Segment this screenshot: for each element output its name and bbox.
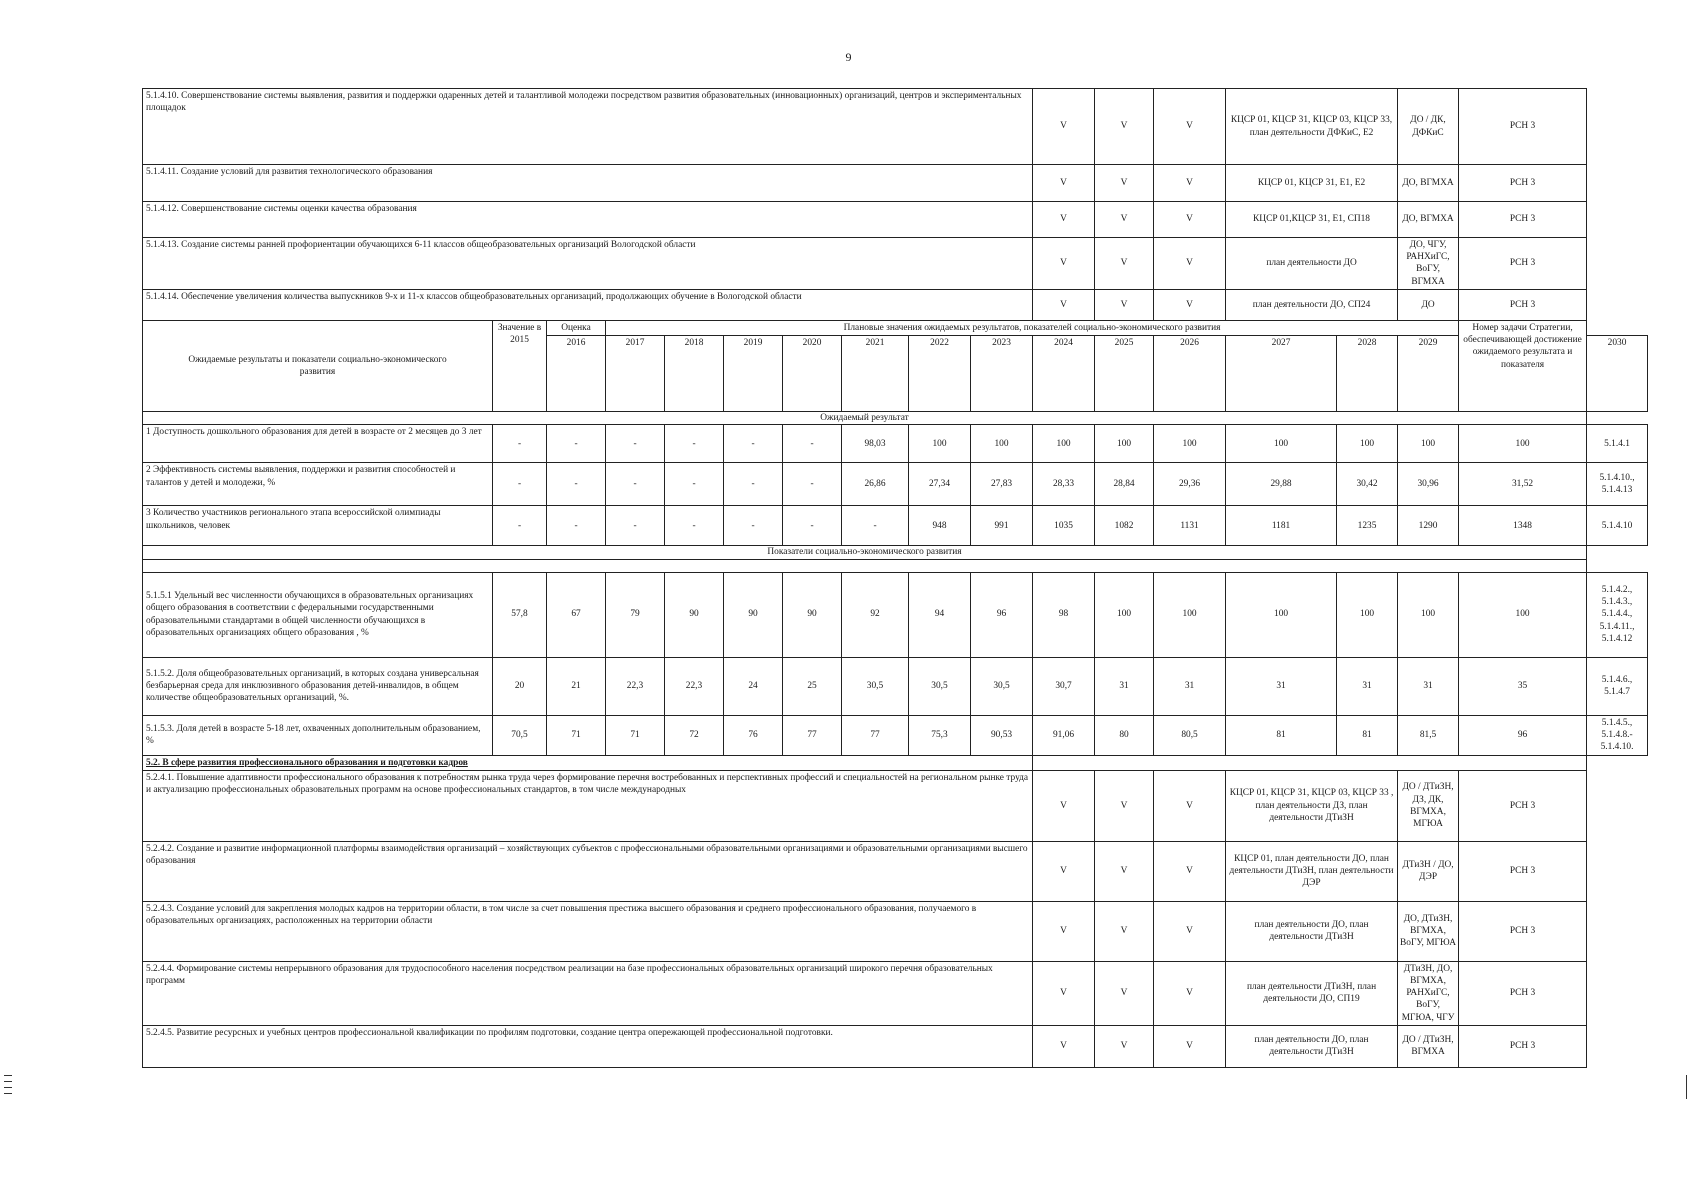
indicator-value: 25 (783, 657, 842, 715)
result-value: 100 (1398, 425, 1459, 463)
indicator-value: 91,06 (1033, 715, 1095, 755)
task-ref: 5.1.4.5., 5.1.4.8.- 5.1.4.10. (1587, 715, 1648, 755)
indicator-value: 31 (1154, 657, 1226, 715)
indicator-value: 90 (724, 572, 783, 657)
result-value: 1290 (1398, 506, 1459, 546)
mark-v: V (1033, 238, 1095, 290)
funding-cell: КЦСР 01, план деятельности ДО, план деятельности ДТиЗН, план деятельности ДЭР (1226, 841, 1398, 901)
indicator-value: 30,5 (909, 657, 971, 715)
rsn-cell: РСН 3 (1459, 202, 1587, 238)
mark-v: V (1033, 1025, 1095, 1067)
mark-v: V (1033, 89, 1095, 165)
executor-cell: ДТиЗН, ДО, ВГМХА, РАНХиГС, ВоГУ, МГЮА, ЧГУ (1398, 961, 1459, 1025)
indicator-value: 100 (1337, 572, 1398, 657)
indicator-row (143, 572, 1648, 657)
year-header: 2029 (1398, 336, 1459, 412)
rsn-cell: РСН 3 (1459, 770, 1587, 841)
executor-cell: ДТиЗН / ДО, ДЭР (1398, 841, 1459, 901)
margin-mark (1686, 1075, 1687, 1099)
indicator-value: 98 (1033, 572, 1095, 657)
task-ref: 5.1.4.10., 5.1.4.13 (1587, 463, 1648, 506)
mark-v: V (1095, 1025, 1154, 1067)
task-ref: 5.1.4.10 (1587, 506, 1648, 546)
result-value: - (783, 463, 842, 506)
indicator-value: 30,7 (1033, 657, 1095, 715)
result-row (143, 506, 1648, 546)
indicator-value: 22,3 (606, 657, 665, 715)
result-value: 1348 (1459, 506, 1587, 546)
result-value: - (665, 506, 724, 546)
result-value: 27,83 (971, 463, 1033, 506)
result-row (143, 425, 1648, 463)
rsn-cell: РСН 3 (1459, 289, 1587, 320)
result-value: 29,88 (1226, 463, 1337, 506)
indicator-value: 100 (1154, 572, 1226, 657)
measure-row (143, 289, 1648, 320)
funding-cell: КЦСР 01, КЦСР 31, КЦСР 03, КЦСР 33, план деятельности ДФКиС, Е2 (1226, 89, 1398, 165)
mark-v: V (1033, 841, 1095, 901)
indicator-value: 71 (547, 715, 606, 755)
mark-v: V (1154, 841, 1226, 901)
measure-text: 5.1.4.14. Обеспечение увеличения количества выпускников 9-х и 11-х классов общеобразовательных организаций, продолжающих обучение в Вологодской области (143, 289, 1033, 320)
year-header: 2030 (1587, 336, 1648, 412)
indicator-value: 72 (665, 715, 724, 755)
mark-v: V (1033, 770, 1095, 841)
year-header: 2019 (724, 336, 783, 412)
measure-text: 5.2.4.1. Повышение адаптивности профессионального образования к потребностям рынка труда через формирование перечня востребованных и перспективных профессий и специальностей на региональном рынке труда и актуализацию профессиональных образовательных программ на основе профессиональных стандартов, в том числе международных (143, 770, 1033, 841)
indicator-value: 31 (1337, 657, 1398, 715)
result-value: 100 (909, 425, 971, 463)
mark-v: V (1154, 89, 1226, 165)
mark-v: V (1033, 961, 1095, 1025)
section-52-empty (1033, 755, 1587, 770)
indicator-value: 22,3 (665, 657, 724, 715)
result-value: 28,33 (1033, 463, 1095, 506)
result-value: - (606, 425, 665, 463)
result-value: - (547, 506, 606, 546)
result-value: - (724, 425, 783, 463)
year-header: 2022 (909, 336, 971, 412)
mark-v: V (1154, 770, 1226, 841)
indicator-value: 80,5 (1154, 715, 1226, 755)
indicator-value: 81 (1337, 715, 1398, 755)
indicator-value: 31 (1226, 657, 1337, 715)
spacer-row (143, 559, 1648, 572)
executor-cell: ДО / ДТиЗН, ДЗ, ДК, ВГМХА, МГЮА (1398, 770, 1459, 841)
indicator-value: 31 (1095, 657, 1154, 715)
year-header: 2026 (1154, 336, 1226, 412)
result-value: 98,03 (842, 425, 909, 463)
result-value: 100 (971, 425, 1033, 463)
section-indicators: Показатели социально-экономического развития (143, 546, 1587, 559)
funding-cell: план деятельности ДТиЗН, план деятельности ДО, СП19 (1226, 961, 1398, 1025)
indicator-value: 80 (1095, 715, 1154, 755)
indicator-value: 71 (606, 715, 665, 755)
indicator-value: 21 (547, 657, 606, 715)
strategy-table (142, 88, 1648, 1068)
mark-v: V (1154, 202, 1226, 238)
year-header: 2027 (1226, 336, 1337, 412)
section-52-title: 5.2. В сфере развития профессионального образования и подготовки кадров (143, 755, 1033, 770)
result-value: - (783, 506, 842, 546)
mark-v: V (1095, 238, 1154, 290)
result-value: - (606, 506, 665, 546)
indicator-value: 90,53 (971, 715, 1033, 755)
indicator-value: 100 (1398, 572, 1459, 657)
result-value: - (606, 463, 665, 506)
measure-row (143, 89, 1648, 165)
indicator-value: 100 (1226, 572, 1337, 657)
measure-text: 5.2.4.5. Развитие ресурсных и учебных центров профессиональной квалификации по профилям подготовки, создание центра опережающей профессиональной подготовки. (143, 1025, 1033, 1067)
measure-text: 5.2.4.2. Создание и развитие информационной платформы взаимодействия организаций – хозяйствующих субъектов с профессиональными образовательными организациями и образовательными организациями высшего образования (143, 841, 1033, 901)
measure-row (143, 901, 1648, 961)
result-value: - (665, 425, 724, 463)
measure-text: 5.2.4.3. Создание условий для закрепления молодых кадров на территории области, в том числе за счет повышения престижа высшего образования и среднего профессионального образования, получаемого в образовательных организациях, расположенных на территории области (143, 901, 1033, 961)
result-value: - (842, 506, 909, 546)
indicator-value: 81 (1226, 715, 1337, 755)
section-row (143, 546, 1648, 559)
task-number-header: Номер задачи Стратегии, обеспечивающей достижение ожидаемого результата и показателя (1459, 320, 1587, 411)
result-value: 100 (1095, 425, 1154, 463)
mark-v: V (1033, 901, 1095, 961)
result-value: - (665, 463, 724, 506)
indicator-value: 67 (547, 572, 606, 657)
measure-text: 5.1.4.11. Создание условий для развития технологического образования (143, 165, 1033, 202)
mark-v: V (1095, 841, 1154, 901)
mark-v: V (1033, 165, 1095, 202)
result-value: 27,34 (909, 463, 971, 506)
margin-mark (4, 1075, 12, 1076)
measure-text: 5.1.4.10. Совершенствование системы выявления, развития и поддержки одаренных детей и талантливой молодежи посредством развития образовательных (инновационных) организаций, центров и экспериментальных площадок (143, 89, 1033, 165)
mark-v: V (1154, 901, 1226, 961)
result-value: 29,36 (1154, 463, 1226, 506)
measure-row (143, 165, 1648, 202)
result-value: 31,52 (1459, 463, 1587, 506)
result-value: - (724, 463, 783, 506)
indicator-value: 92 (842, 572, 909, 657)
result-value: 30,96 (1398, 463, 1459, 506)
rsn-cell: РСН 3 (1459, 89, 1587, 165)
indicator-row (143, 657, 1648, 715)
indicator-name: 5.1.5.1 Удельный вес численности обучающихся в образовательных организациях общего образования в соответствии с федеральными государственными образовательными стандартами в общей численности обучающихся в образовательных организациях общего образования , % (143, 572, 493, 657)
mark-v: V (1033, 289, 1095, 320)
indicator-value: 94 (909, 572, 971, 657)
result-value: - (547, 463, 606, 506)
funding-cell: КЦСР 01, КЦСР 31, Е1, Е2 (1226, 165, 1398, 202)
result-value: 1035 (1033, 506, 1095, 546)
rsn-cell: РСН 3 (1459, 165, 1587, 202)
indicator-value: 35 (1459, 657, 1587, 715)
executor-cell: ДО, ДТиЗН, ВГМХА, ВоГУ, МГЮА (1398, 901, 1459, 961)
result-value: 100 (1337, 425, 1398, 463)
measure-row (143, 202, 1648, 238)
result-value: 1235 (1337, 506, 1398, 546)
result-name: 1 Доступность дошкольного образования для детей в возрасте от 2 месяцев до 3 лет (143, 425, 493, 463)
indicator-row (143, 715, 1648, 755)
margin-mark (4, 1093, 12, 1094)
measure-row (143, 1025, 1648, 1067)
year-header: 2018 (665, 336, 724, 412)
funding-cell: план деятельности ДО, план деятельности ДТиЗН (1226, 1025, 1398, 1067)
result-value: - (493, 463, 547, 506)
executor-cell: ДО / ДТиЗН, ВГМХА (1398, 1025, 1459, 1067)
result-name: 3 Количество участников регионального этапа всероссийской олимпиады школьников, человек (143, 506, 493, 546)
margin-mark (4, 1081, 12, 1082)
planned-values-header: Плановые значения ожидаемых результатов, показателей социально-экономического развития (606, 320, 1459, 335)
mark-v: V (1095, 165, 1154, 202)
header-row (143, 320, 1648, 335)
executor-cell: ДО, ЧГУ, РАНХиГС, ВоГУ, ВГМХА (1398, 238, 1459, 290)
measure-row (143, 770, 1648, 841)
result-value: 100 (1226, 425, 1337, 463)
mark-v: V (1095, 770, 1154, 841)
indicator-value: 30,5 (971, 657, 1033, 715)
result-value: 28,84 (1095, 463, 1154, 506)
result-value: 1082 (1095, 506, 1154, 546)
result-value: 30,42 (1337, 463, 1398, 506)
mark-v: V (1095, 202, 1154, 238)
task-ref: 5.1.4.1 (1587, 425, 1648, 463)
indicator-value: 30,5 (842, 657, 909, 715)
executor-cell: ДО / ДК, ДФКиС (1398, 89, 1459, 165)
measure-text: 5.1.4.13. Создание системы ранней профориентации обучающихся 6-11 классов общеобразовательных организаций Вологодской области (143, 238, 1033, 290)
indicator-value: 76 (724, 715, 783, 755)
mark-v: V (1154, 238, 1226, 290)
indicator-col-header: Ожидаемые результаты и показатели социально-экономического развития (143, 320, 493, 411)
mark-v: V (1033, 202, 1095, 238)
rsn-cell: РСН 3 (1459, 1025, 1587, 1067)
result-value: - (493, 506, 547, 546)
spacer-cell (143, 559, 1587, 572)
section-row (143, 755, 1648, 770)
indicator-value: 31 (1398, 657, 1459, 715)
year-header: 2021 (842, 336, 909, 412)
result-value: 26,86 (842, 463, 909, 506)
executor-cell: ДО, ВГМХА (1398, 202, 1459, 238)
funding-cell: план деятельности ДО, СП24 (1226, 289, 1398, 320)
result-value: 1131 (1154, 506, 1226, 546)
year-header: 2017 (606, 336, 665, 412)
indicator-value: 100 (1095, 572, 1154, 657)
margin-mark (4, 1087, 12, 1088)
section-expected: Ожидаемый результат (143, 412, 1587, 425)
indicator-value: 81,5 (1398, 715, 1459, 755)
section-row (143, 412, 1648, 425)
year-header: 2016 (547, 336, 606, 412)
rsn-cell: РСН 3 (1459, 238, 1587, 290)
year-header: 2023 (971, 336, 1033, 412)
indicator-value: 24 (724, 657, 783, 715)
result-value: 991 (971, 506, 1033, 546)
result-name: 2 Эффективность системы выявления, поддержки и развития способностей и талантов у детей и молодежи, % (143, 463, 493, 506)
funding-cell: КЦСР 01,КЦСР 31, Е1, СП18 (1226, 202, 1398, 238)
mark-v: V (1154, 1025, 1226, 1067)
indicator-value: 96 (1459, 715, 1587, 755)
indicator-name: 5.1.5.3. Доля детей в возрасте 5-18 лет, охваченных дополнительным образованием, % (143, 715, 493, 755)
result-value: 948 (909, 506, 971, 546)
indicator-value: 90 (783, 572, 842, 657)
measure-text: 5.1.4.12. Совершенствование системы оценки качества образования (143, 202, 1033, 238)
result-value: - (724, 506, 783, 546)
mark-v: V (1095, 289, 1154, 320)
indicator-value: 77 (842, 715, 909, 755)
task-ref: 5.1.4.2., 5.1.4.3., 5.1.4.4., 5.1.4.11., 5.1.4.12 (1587, 572, 1648, 657)
mark-v: V (1095, 961, 1154, 1025)
result-value: 100 (1154, 425, 1226, 463)
indicator-value: 96 (971, 572, 1033, 657)
executor-cell: ДО, ВГМХА (1398, 165, 1459, 202)
task-ref: 5.1.4.6., 5.1.4.7 (1587, 657, 1648, 715)
funding-cell: план деятельности ДО, план деятельности ДТиЗН (1226, 901, 1398, 961)
result-value: 100 (1459, 425, 1587, 463)
result-value: - (493, 425, 547, 463)
indicator-value: 20 (493, 657, 547, 715)
result-value: 100 (1033, 425, 1095, 463)
indicator-value: 70,5 (493, 715, 547, 755)
indicator-value: 77 (783, 715, 842, 755)
measure-row (143, 841, 1648, 901)
indicator-value: 100 (1459, 572, 1587, 657)
mark-v: V (1154, 289, 1226, 320)
measure-text: 5.2.4.4. Формирование системы непрерывного образования для трудоспособного населения посредством реализации на базе профессиональных образовательных организаций широкого перечня образовательных программ (143, 961, 1033, 1025)
funding-cell: план деятельности ДО (1226, 238, 1398, 290)
measure-row (143, 961, 1648, 1025)
year-header: 2020 (783, 336, 842, 412)
rsn-cell: РСН 3 (1459, 901, 1587, 961)
result-value: - (783, 425, 842, 463)
indicator-value: 57,8 (493, 572, 547, 657)
funding-cell: КЦСР 01, КЦСР 31, КЦСР 03, КЦСР 33 , план деятельности ДЗ, план деятельности ДТиЗН (1226, 770, 1398, 841)
rsn-cell: РСН 3 (1459, 841, 1587, 901)
rsn-cell: РСН 3 (1459, 961, 1587, 1025)
year-header: 2028 (1337, 336, 1398, 412)
executor-cell: ДО (1398, 289, 1459, 320)
mark-v: V (1154, 165, 1226, 202)
mark-v: V (1154, 961, 1226, 1025)
indicator-name: 5.1.5.2. Доля общеобразовательных организаций, в которых создана универсальная безбарьерная среда для инклюзивного образования детей-инвалидов, в общем количестве общеобразовательных организаций, %. (143, 657, 493, 715)
indicator-value: 79 (606, 572, 665, 657)
indicator-value: 75,3 (909, 715, 971, 755)
indicator-value: 90 (665, 572, 724, 657)
page-number: 9 (845, 50, 852, 64)
year-header: 2025 (1095, 336, 1154, 412)
result-value: - (547, 425, 606, 463)
mark-v: V (1095, 89, 1154, 165)
result-row (143, 463, 1648, 506)
measure-row (143, 238, 1648, 290)
mark-v: V (1095, 901, 1154, 961)
year-header: 2024 (1033, 336, 1095, 412)
value-2015-header: Значение в 2015 (493, 320, 547, 411)
estimate-header: Оценка (547, 320, 606, 335)
result-value: 1181 (1226, 506, 1337, 546)
